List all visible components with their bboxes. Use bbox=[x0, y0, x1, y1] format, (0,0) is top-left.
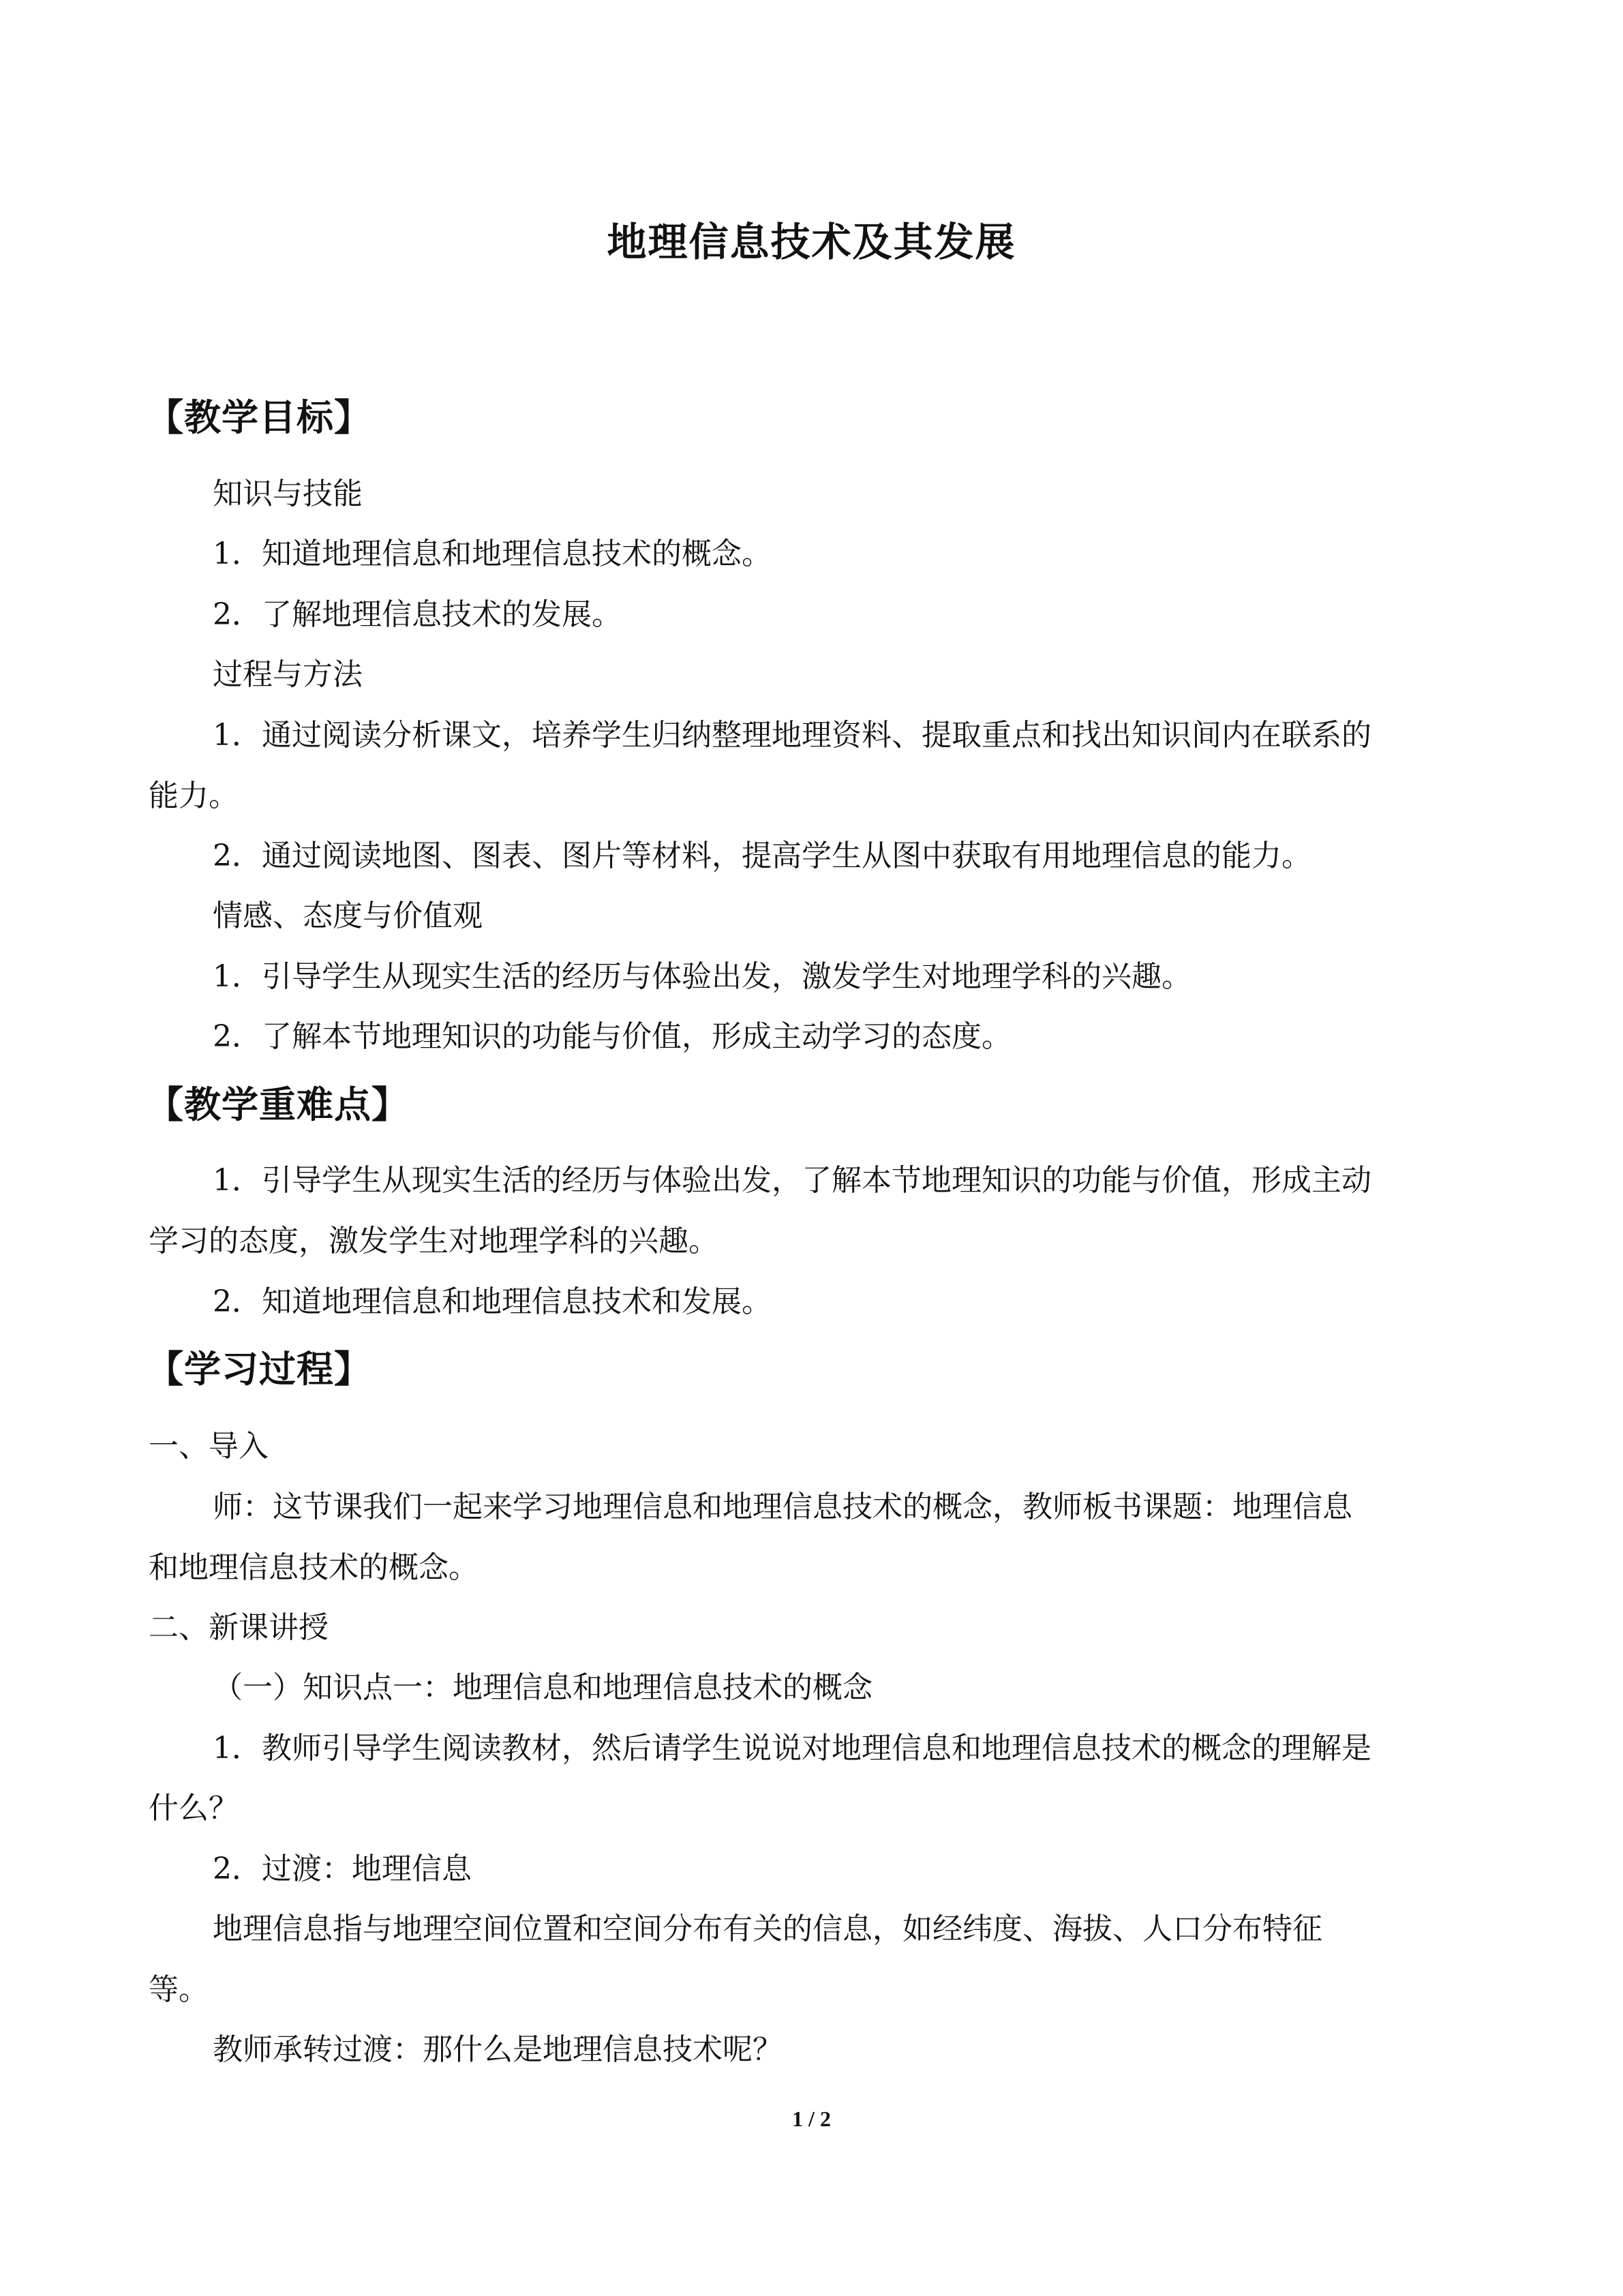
subheading-process: 过程与方法 bbox=[213, 657, 363, 692]
page-number: 1 / 2 bbox=[792, 2106, 831, 2131]
paragraph-line: 1．教师引导学生阅读教材，然后请学生说说对地理信息和地理信息技术的概念的理解是 bbox=[213, 1731, 1371, 1766]
paragraph-line: 1．引导学生从现实生活的经历与体验出发，了解本节地理知识的功能与价值，形成主动 bbox=[213, 1163, 1371, 1198]
paragraph-line: 1．引导学生从现实生活的经历与体验出发，激发学生对地理学科的兴趣。 bbox=[213, 959, 1192, 994]
paragraph-line: 学习的态度，激发学生对地理学科的兴趣。 bbox=[149, 1224, 718, 1258]
paragraph-line: 什么？ bbox=[149, 1791, 239, 1826]
section-heading-process: 【学习过程】 bbox=[147, 1348, 371, 1391]
section-heading-keypoints: 【教学重难点】 bbox=[147, 1083, 409, 1126]
paragraph-line: 师：这节课我们一起来学习地理信息和地理信息技术的概念，教师板书课题：地理信息 bbox=[213, 1490, 1352, 1524]
subheading-intro: 一、导入 bbox=[149, 1429, 269, 1464]
subheading-new-lesson: 二、新课讲授 bbox=[149, 1610, 329, 1645]
page-title: 地理信息技术及其发展 bbox=[607, 219, 1016, 265]
subheading-emotion: 情感、态度与价值观 bbox=[213, 898, 483, 933]
paragraph-line: 2．知道地理信息和地理信息技术和发展。 bbox=[213, 1284, 772, 1319]
paragraph-line: 2．过渡：地理信息 bbox=[213, 1852, 472, 1886]
paragraph-line: 2．了解本节地理知识的功能与价值，形成主动学习的态度。 bbox=[213, 1019, 1012, 1054]
paragraph-line: 教师承转过渡：那什么是地理信息技术呢？ bbox=[213, 2032, 783, 2067]
section-heading-objectives: 【教学目标】 bbox=[147, 396, 371, 439]
paragraph-line: 和地理信息技术的概念。 bbox=[149, 1550, 479, 1585]
subheading-knowledge: 知识与技能 bbox=[213, 477, 363, 511]
paragraph-line: 2．了解地理信息技术的发展。 bbox=[213, 597, 622, 632]
paragraph-line: 能力。 bbox=[149, 779, 239, 813]
paragraph-line: 地理信息指与地理空间位置和空间分布有关的信息，如经纬度、海拔、人口分布特征 bbox=[213, 1912, 1322, 1946]
paragraph-line: 1．知道地理信息和地理信息技术的概念。 bbox=[213, 537, 772, 571]
paragraph-line: 1．通过阅读分析课文，培养学生归纳整理地理资料、提取重点和找出知识间内在联系的 bbox=[213, 718, 1371, 753]
subheading-knowledge-point-1: （一）知识点一：地理信息和地理信息技术的概念 bbox=[213, 1670, 873, 1705]
paragraph-line: 等。 bbox=[149, 1972, 209, 2007]
paragraph-line: 2．通过阅读地图、图表、图片等材料，提高学生从图中获取有用地理信息的能力。 bbox=[213, 839, 1311, 873]
